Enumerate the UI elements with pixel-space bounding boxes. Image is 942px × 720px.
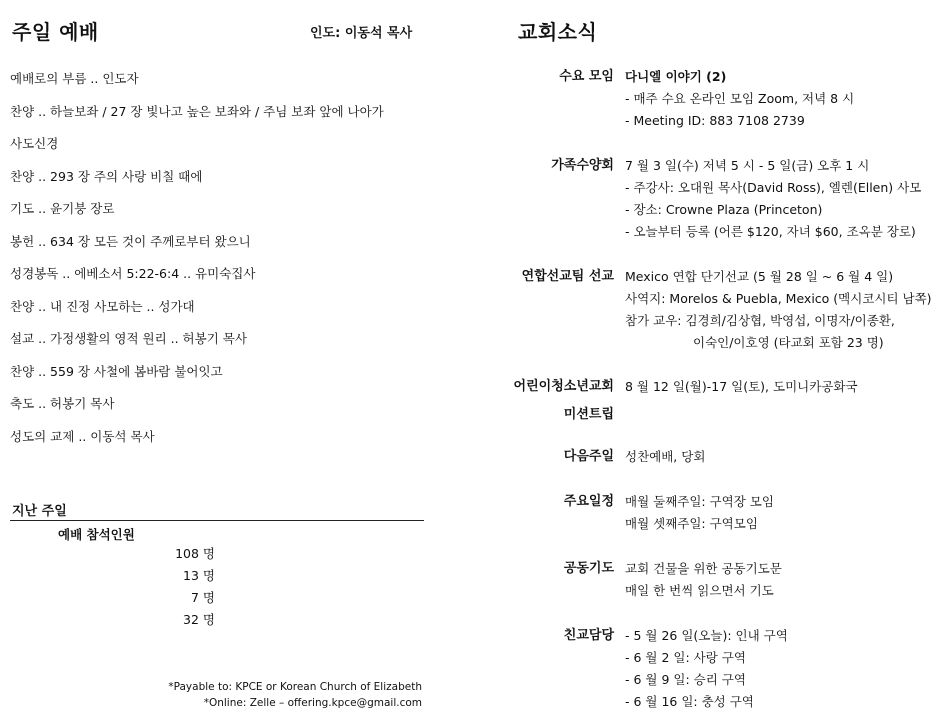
news-line: 다니엘 이야기 (2)	[625, 69, 727, 84]
order-item: 성경봉독 .. 에베소서 5:22-6:4 .. 유미숙집사	[10, 266, 256, 281]
news-line: - Meeting ID: 883 7108 2739	[625, 113, 805, 128]
news-line: 매월 셋째주일: 구역모임	[625, 516, 758, 531]
order-item: 설교 .. 가정생활의 영적 원리 .. 허봉기 목사	[10, 331, 247, 346]
news-line: - 5 월 26 일(오늘): 인내 구역	[625, 628, 788, 643]
news-line: 매월 둘째주일: 구역장 모임	[625, 494, 774, 509]
news-label: 다음주일	[563, 449, 614, 464]
news-label: 친교담당	[563, 628, 614, 643]
news-label: 주요일정	[563, 494, 614, 509]
news-line: - 6 월 2 일: 사랑 구역	[625, 650, 746, 665]
news-line: 매일 한 번씩 읽으면서 기도	[625, 583, 774, 598]
news-line: - 장소: Crowne Plaza (Princeton)	[625, 202, 823, 217]
news-column	[470, 0, 942, 720]
order-item: 찬양 .. 293 장 주의 사랑 비칠 때에	[10, 168, 203, 184]
news-line: 성찬예배, 당회	[625, 449, 706, 464]
payment-info	[10, 679, 422, 711]
news-label: 가족수양회	[551, 158, 614, 173]
news-line: - 매주 수요 온라인 모임 Zoom, 저녁 8 시	[625, 91, 855, 106]
order-item: 사도신경	[10, 136, 59, 151]
payment-online-line: *Online: Zelle – offering.kpce@gmail.com	[203, 697, 422, 709]
news-label: 공동기도	[563, 561, 614, 576]
worship-leader: 인도: 이동석 목사	[310, 26, 413, 41]
news-line: 8 월 12 일(월)-17 일(토), 도미니카공화국	[625, 379, 858, 394]
news-label: 연합선교팀 선교	[521, 269, 614, 284]
order-item: 봉헌 .. 634 장 모든 것이 주께로부터 왔으니	[10, 233, 251, 249]
news-label-line: 어린이청소년교회	[513, 379, 614, 394]
section-divider	[10, 520, 424, 521]
news-line: 교회 건물을 위한 공동기도문	[625, 561, 782, 576]
payment-payable-line: *Payable to: KPCE or Korean Church of Elizabeth	[168, 681, 422, 693]
news-label-line: 미션트립	[563, 407, 614, 422]
attendance-count: 108 명	[175, 546, 215, 561]
order-item: 찬양 .. 559 장 사철에 봄바람 불어잇고	[10, 363, 223, 379]
news-body	[625, 66, 942, 132]
news-line: - 6 월 16 일: 충성 구역	[625, 694, 754, 709]
news-body	[625, 446, 942, 468]
worship-title: 주일 예배	[12, 20, 99, 44]
attendance-count: 32 명	[183, 612, 215, 627]
attendance-header: 예배 참석인원	[58, 527, 135, 542]
order-item: 찬양 .. 하늘보좌 / 27 장 빛나고 높은 보좌와 / 주님 보좌 앞에 나아가	[10, 103, 384, 119]
news-line: 참가 교우: 김경희/김상협, 박영섭, 이명자/이종환,	[625, 313, 895, 328]
news-body	[625, 266, 942, 354]
news-line: 사역지: Morelos & Puebla, Mexico (멕시코시티 남쪽)	[625, 291, 932, 306]
news-line: 7 월 3 일(수) 저녁 5 시 - 5 일(금) 오후 1 시	[625, 158, 870, 173]
worship-column	[10, 0, 430, 720]
news-line: Mexico 연합 단기선교 (5 월 28 일 ~ 6 월 4 일)	[625, 269, 894, 284]
news-body	[625, 625, 942, 713]
order-of-service	[10, 70, 430, 460]
order-item: 기도 .. 윤기붕 장로	[10, 201, 115, 216]
news-label	[464, 376, 614, 426]
news-body	[625, 558, 942, 602]
news-label: 수요 모임	[559, 69, 614, 84]
order-item: 축도 .. 허봉기 목사	[10, 396, 115, 411]
order-item: 예배로의 부름 .. 인도자	[10, 71, 139, 86]
news-title: 교회소식	[518, 20, 598, 44]
attendance-count: 13 명	[183, 568, 215, 583]
order-item: 성도의 교제 .. 이동석 목사	[10, 428, 155, 444]
news-body	[625, 155, 942, 243]
attendance-count: 7 명	[190, 590, 215, 605]
news-line: 이숙인/이호영 (타교회 포함 23 명)	[693, 335, 884, 350]
news-line: - 6 월 9 일: 승리 구역	[625, 672, 746, 687]
news-line: - 오늘부터 등록 (어른 $120, 자녀 $60, 조옥분 장로)	[625, 224, 916, 239]
last-sunday-title: 지난 주일	[12, 504, 67, 519]
news-line: - 주강사: 오대원 목사(David Ross), 엘렌(Ellen) 사모	[625, 180, 922, 195]
news-body	[625, 376, 942, 398]
order-item: 찬양 .. 내 진정 사모하는 .. 성가대	[10, 298, 195, 314]
news-body	[625, 491, 942, 535]
